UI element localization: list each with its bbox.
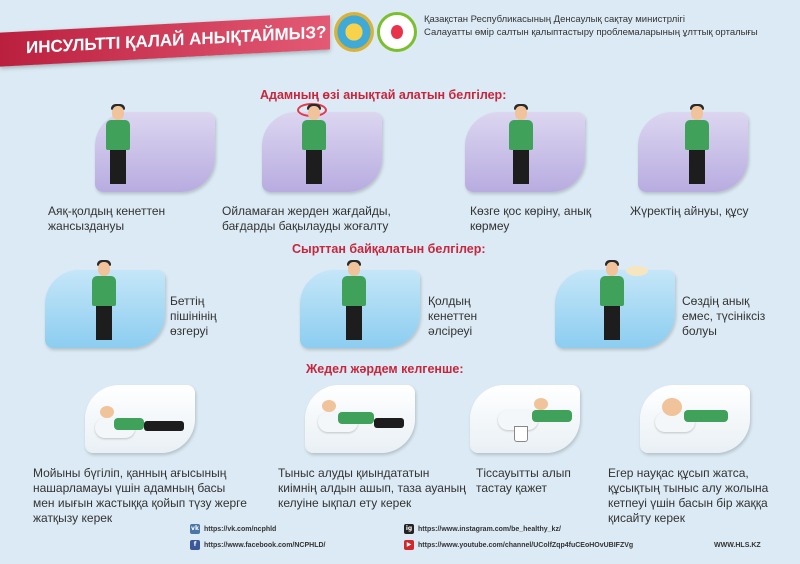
patient-legs-illustration [374, 418, 404, 428]
section-title-self: Адамның өзі анықтай алатын белгілер: [260, 88, 507, 102]
vk-icon[interactable]: vk [191, 525, 199, 532]
youtube-icon[interactable]: ▶ [404, 540, 414, 550]
ncphl-logo-icon [377, 12, 417, 52]
patient-head-illustration [100, 406, 114, 418]
patient-body-illustration [532, 410, 572, 422]
patient-head-illustration [662, 398, 682, 416]
person-illustration [300, 106, 328, 184]
section-title-aid: Жедел жәрдем келгенше: [306, 362, 464, 376]
org-line-2: Салауатты өмір салтын қалыптастыру проблемаларының ұлттық орталығы [424, 27, 758, 38]
aid-step-turn-head: Егер науқас құсып жатса, құсықтың тыныс алу жолына кетпеуі үшін басын бір жаққа қисайту керек [608, 466, 769, 525]
kazakhstan-emblem-icon [334, 12, 374, 52]
symptom-slurred-speech: Сөздің анық емес, түсініксіз болуы [682, 294, 766, 338]
organization-block [424, 13, 758, 39]
symptom-nausea: Жүректің айнуы, құсу [630, 204, 749, 218]
symptom-arm-weakness: Қолдың кенеттен әлсіреуі [428, 294, 478, 338]
symptom-numbness: Аяқ-қолдың кенеттен жансыздануы [48, 204, 166, 233]
aid-step-position: Мойыны бүгіліп, қанның ағысының нашарламауы үшін адамның басы мен иығын жастыққа қойып түзу жерге жатқызу керек [33, 466, 247, 525]
aid-step-dentures: Тіссауытты алып тастау қажет [476, 466, 571, 495]
site-link[interactable]: WWW.HLS.KZ [714, 542, 761, 549]
patient-body-illustration [114, 418, 144, 430]
symptom-double-vision: Көзге қос көріну, анық көрмеу [470, 204, 592, 233]
symptom-face-change: Беттің пішінінің өзгеруі [170, 294, 217, 338]
org-line-1: Қазақстан Республикасының Денсаулық сақтау министрлігі [424, 14, 685, 25]
aid-step-open-clothing: Тыныс алуды қиындататын киімнің алдын ашып, таза ауаның келуіне ықпал ету керек [278, 466, 466, 510]
person-illustration [598, 262, 626, 340]
patient-body-illustration [684, 410, 728, 422]
person-illustration [507, 106, 535, 184]
speech-bubble-icon [626, 266, 648, 276]
person-illustration [104, 106, 132, 184]
cup-icon [514, 426, 528, 442]
section-title-outside: Сырттан байқалатын белгілер: [292, 242, 486, 256]
person-illustration [683, 106, 711, 184]
facebook-link[interactable]: https://www.facebook.com/NCPHLD/ [204, 542, 326, 549]
patient-legs-illustration [144, 421, 184, 431]
youtube-link[interactable]: https://www.youtube.com/channel/UColfZqp4fuCEoHOvUBIFZVg [418, 542, 634, 549]
page-title: ИНСУЛЬТТІ ҚАЛАЙ АНЫҚТАЙМЫЗ? [0, 15, 330, 66]
patient-body-illustration [338, 412, 374, 424]
patient-head-illustration [322, 400, 336, 412]
vk-link[interactable]: https://vk.com/ncphld [204, 526, 277, 533]
person-illustration [90, 262, 118, 340]
facebook-icon[interactable]: f [190, 540, 200, 550]
instagram-link[interactable]: https://www.instagram.com/be_healthy_kz/ [418, 526, 561, 533]
symptom-disorientation: Ойламаған жерден жағдайды, бағдарды бақылауды жоғалту [222, 204, 391, 233]
patient-head-illustration [534, 398, 548, 410]
person-illustration [340, 262, 368, 340]
instagram-icon[interactable]: ig [405, 525, 413, 532]
